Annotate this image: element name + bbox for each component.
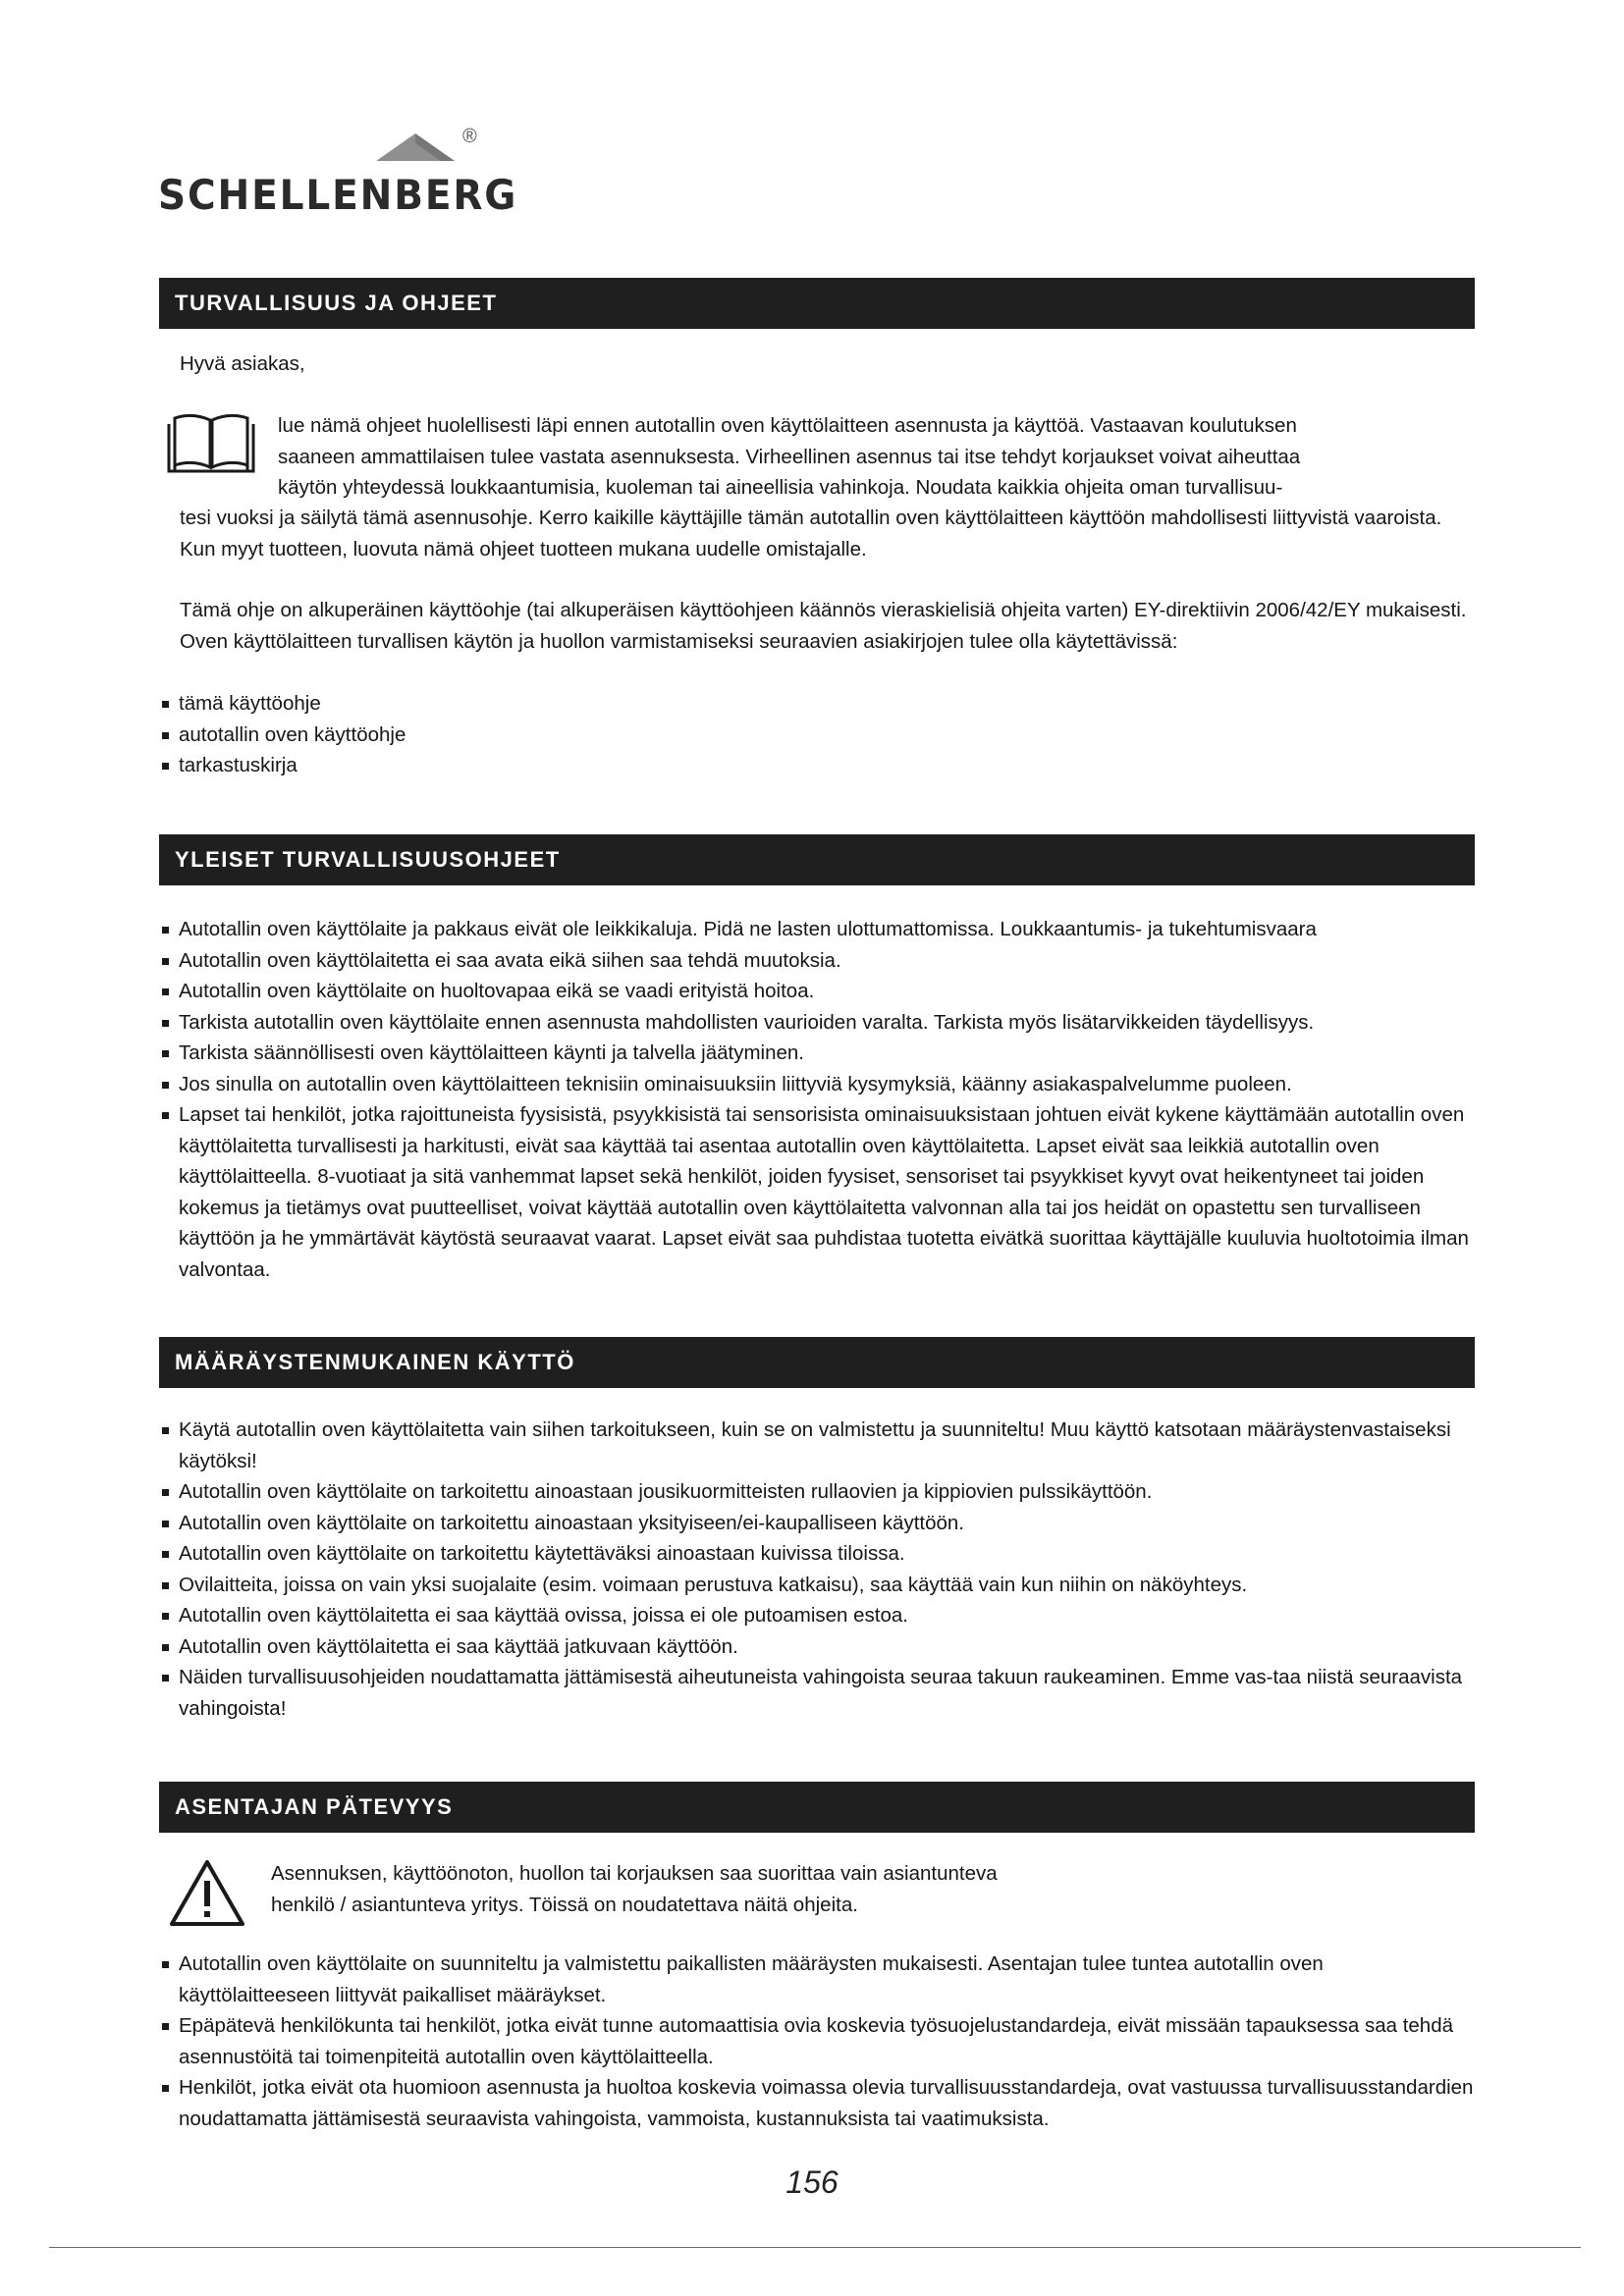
page-number: 156 (785, 2164, 839, 2200)
warning-line-1: Asennuksen, käyttöönoton, huollon tai korjauksen saa suorittaa vain asiantunteva (271, 1862, 998, 1885)
list-item: Autotallin oven käyttölaite on suunniteltu ja valmistettu paikallisten määräysten mukaisesti. Asentajan tulee tuntea autotallin oven käyttölaitteeseen liittyvät paikalliset määräykset. (159, 1949, 1475, 2010)
list-item: Lapset tai henkilöt, jotka rajoittuneista fyysisistä, psyykkisistä tai sensorisista ominaisuuksistaan johtuen eivät kykene käyttämään autotallin oven käyttölaitetta turvallisesti ja harkitusti, eivät saa käyttää tai asentaa autotallin oven käyttölaitetta. Lapset eivät saa leikkiä autotallin oven käyttölaitteella. 8-vuotiaat ja sitä vanhemmat lapset sekä henkilöt, joiden fyysiset, sensoriset tai psyykkiset kyvyt ovat heikentyneet tai joiden kokemus ja tietämys ovat puutteelliset, voivat käyttää autotallin oven käyttölaitetta valvonnan alla tai jos heidät on opastettu sen turvalliseen käyttöön ja he ymmärtävät käytöstä seuraavat vaarat. Lapset eivät saa puhdistaa tuotetta eivätkä suorittaa käyttäjälle kuuluvia huoltotoimia ilman valvontaa. (159, 1099, 1475, 1285)
list-item: Autotallin oven käyttölaitetta ei saa avata eikä siihen saa tehdä muutoksia. (159, 945, 1475, 977)
list-item: Tarkista autotallin oven käyttölaite ennen asennusta mahdollisten vaurioiden varalta. Tarkista myös lisätarvikkeiden täydellisyys. (159, 1007, 1475, 1039)
intro-block (278, 410, 1476, 504)
list-item: Autotallin oven käyttölaite on tarkoitettu ainoastaan yksityiseen/ei-kaupalliseen käyttöön. (159, 1508, 1475, 1539)
intro-line-1: lue nämä ohjeet huolellisesti läpi ennen autotallin oven käyttölaitteen asennusta ja käyttöä. Vastaavan koulutuksen (278, 414, 1297, 437)
list-item: Henkilöt, jotka eivät ota huomioon asennusta ja huoltoa koskevia voimassa olevia turvallisuusstandardeja, ovat vastuussa turvallisuusstandardien noudattamatta jättämisestä seuraavista vahingoista, vammoista, kustannuksista tai vaatimuksista. (159, 2072, 1475, 2134)
warning-triangle-icon (167, 1857, 247, 1930)
list-item: tämä käyttöohje (159, 688, 1475, 720)
list-item: Autotallin oven käyttölaitetta ei saa käyttää jatkuvaan käyttöön. (159, 1631, 1475, 1663)
list-item: Autotallin oven käyttölaitetta ei saa käyttää ovissa, joissa ei ole putoamisen estoa. (159, 1600, 1475, 1631)
general-safety-list (159, 914, 1475, 1285)
list-item: Autotallin oven käyttölaite on tarkoitettu käytettäväksi ainoastaan kuivissa tiloissa. (159, 1538, 1475, 1570)
list-item: Käytä autotallin oven käyttölaitetta vain siihen tarkoitukseen, kuin se on valmistettu ja suunniteltu! Muu käyttö katsotaan määräystenvastaiseksi käytöksi! (159, 1415, 1475, 1476)
registered-mark: ® (462, 126, 477, 147)
intro-continuation: tesi vuoksi ja säilytä tämä asennusohje. Kerro kaikille käyttäjille tämän autotallin oven käyttölaitteen käyttöön mahdollisesti liittyvistä vaaroista. Kun myyt tuotteen, luovuta nämä ohjeet tuotteen mukana uudelle omistajalle. (180, 507, 1442, 561)
footer-divider (49, 2247, 1581, 2248)
list-item: Ovilaitteita, joissa on vain yksi suojalaite (esim. voimaan perustuva katkaisu), saa käyttää vain kun niihin on näköyhteys. (159, 1570, 1475, 1601)
list-item: Jos sinulla on autotallin oven käyttölaitteen teknisiin ominaisuuksiin liittyviä kysymyksiä, käänny asiakaspalvelumme puoleen. (159, 1069, 1475, 1100)
list-item: Autotallin oven käyttölaite on huoltovapaa eikä se vaadi erityistä hoitoa. (159, 976, 1475, 1007)
document-list (159, 688, 1475, 781)
intro-line-2: saaneen ammattilaisen tulee vastata asennuksesta. Virheellinen asennus tai itse tehdyt korjaukset voivat aiheuttaa (278, 445, 1301, 468)
original-manual-text: Tämä ohje on alkuperäinen käyttöohje (tai alkuperäisen käyttöohjeen käännös vieraskielisiä ohjeita varten) EY-direktiivin 2006/42/EY mukaisesti. Oven käyttölaitteen turvallisen käytön ja huollon varmistamiseksi seuraavien asiakirjojen tulee olla käytettävissä: (180, 599, 1467, 653)
competence-list (159, 1949, 1475, 2134)
section-header-intended-use: MÄÄRÄYSTENMUKAINEN KÄYTTÖ (159, 1337, 1475, 1388)
intended-use-list (159, 1415, 1475, 1724)
list-item: Epäpätevä henkilökunta tai henkilöt, jotka eivät tunne automaattisia ovia koskevia työsuojelustandardeja, eivät missään tapauksessa saa tehdä asennustöitä tai toimenpiteitä autotallin oven käyttölaitteella. (159, 2010, 1475, 2072)
roof-logo-icon (376, 133, 455, 167)
list-item: Tarkista säännöllisesti oven käyttölaitteen käynti ja talvella jäätyminen. (159, 1038, 1475, 1069)
qualified-person-warning (271, 1858, 1469, 1920)
list-item: Autotallin oven käyttölaite ja pakkaus eivät ole leikkikaluja. Pidä ne lasten ulottumattomissa. Loukkaantumis- ja tukehtumisvaara (159, 914, 1475, 945)
intro-line-3: käytön yhteydessä loukkaantumisia, kuoleman tai aineellisia vahinkoja. Noudata kaikkia ohjeita oman turvallisuu- (278, 476, 1283, 499)
warning-line-2: henkilö / asiantunteva yritys. Töissä on noudatettava näitä ohjeita. (271, 1893, 858, 1916)
brand-name: SCHELLENBERG (158, 171, 518, 219)
list-item: Autotallin oven käyttölaite on tarkoitettu ainoastaan jousikuormitteisten rullaovien ja kippiovien pulssikäyttöön. (159, 1476, 1475, 1508)
section-header-general: YLEISET TURVALLISUUSOHJEET (159, 834, 1475, 885)
section-header-competence: ASENTAJAN PÄTEVYYS (159, 1782, 1475, 1833)
greeting: Hyvä asiakas, (180, 352, 305, 375)
list-item: autotallin oven käyttöohje (159, 720, 1475, 751)
section-header-safety: TURVALLISUUS JA OHJEET (159, 278, 1475, 329)
brand-logo (158, 126, 518, 224)
read-manual-book-icon (163, 410, 259, 479)
list-item: tarkastuskirja (159, 750, 1475, 781)
list-item: Näiden turvallisuusohjeiden noudattamatta jättämisestä aiheutuneista vahingoista seuraa takuun raukeaminen. Emme vas-taa niistä seuraavista vahingoista! (159, 1662, 1475, 1724)
